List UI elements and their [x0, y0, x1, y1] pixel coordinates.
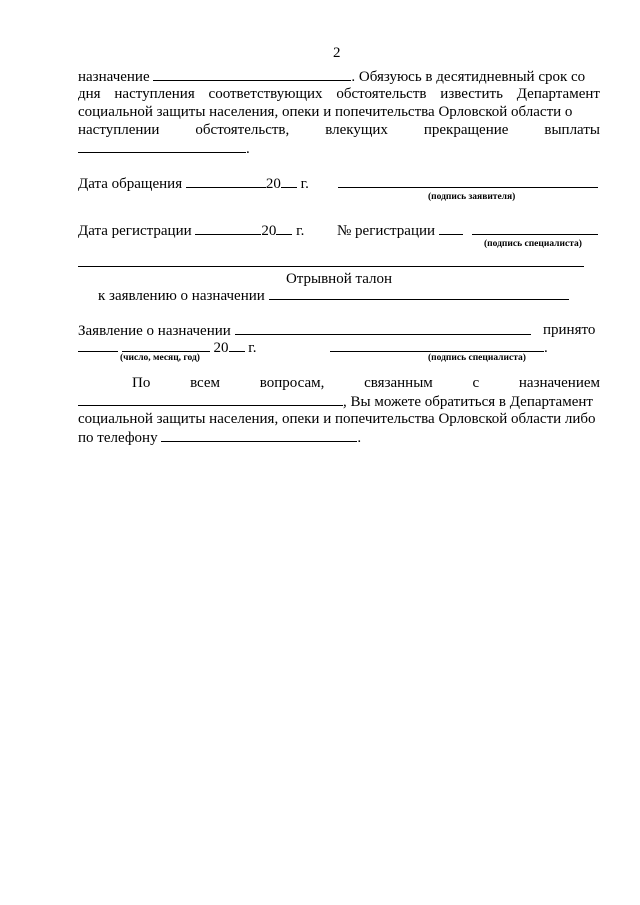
- specialist-signature-line: [472, 234, 598, 235]
- phone-label: по телефону: [78, 430, 158, 446]
- applicant-signature-line: [338, 187, 598, 188]
- registration-year: 20: [261, 223, 277, 239]
- accepted-year: 20: [213, 340, 229, 356]
- tear-off-title: Отрывной талон: [285, 271, 393, 287]
- para1-word: влекущих: [325, 122, 388, 138]
- questions-line2-rest: , Вы можете обратиться в Департамент: [343, 394, 593, 410]
- questions-word: назначением: [518, 375, 600, 391]
- questions-word: с: [472, 375, 480, 391]
- tear-off-statement-blank: [269, 286, 569, 300]
- questions-line2: [78, 392, 593, 411]
- para1-word: выплаты: [544, 122, 600, 138]
- questions-word: По: [132, 375, 151, 391]
- registration-number-blank: [439, 221, 463, 235]
- accepted-statement-label: Заявление о назначении: [78, 323, 231, 339]
- accepted-year-blank: [229, 338, 245, 352]
- questions-end-dot: .: [357, 430, 362, 446]
- accepted-signature-blank: [330, 338, 544, 352]
- para1-word: обстоятельств,: [195, 122, 290, 138]
- accepted-statement-blank: [235, 321, 531, 335]
- para1-word: дня: [78, 86, 101, 102]
- para1-line5: [78, 139, 250, 158]
- page-number: 2: [333, 45, 341, 61]
- tear-off-cut-line: [78, 266, 584, 267]
- questions-line1: [132, 374, 600, 392]
- payment-blank: [78, 139, 246, 153]
- para1-line1: [78, 67, 585, 86]
- specialist-signature-caption: (подпись специалиста): [484, 239, 582, 249]
- registration-year-suffix: г.: [296, 223, 305, 239]
- para1-line1-rest: . Обязуюсь в десятидневный срок со: [351, 69, 586, 85]
- questions-line4: [78, 428, 361, 447]
- accepted-month-blank: [122, 338, 210, 352]
- questions-word: вопросам,: [259, 375, 325, 391]
- questions-word: всем: [190, 375, 221, 391]
- appeal-date-label: Дата обращения: [78, 176, 183, 192]
- applicant-signature-caption: (подпись заявителя): [428, 192, 516, 202]
- questions-line3: социальной защиты населения, опеки и попечительства Орловской области либо: [78, 411, 596, 427]
- para1-end-dot: .: [246, 141, 250, 157]
- tear-off-statement-label: к заявлению о назначении: [98, 288, 265, 304]
- tear-off-statement-row: [98, 286, 569, 305]
- para1-word-naznachenie: назначение: [78, 69, 150, 85]
- appeal-year-suffix: г.: [300, 176, 309, 192]
- registration-year-blank: [276, 221, 292, 235]
- purpose-blank: [153, 67, 351, 81]
- para1-word: прекращение: [423, 122, 509, 138]
- accepted-signature-caption: (подпись специалиста): [428, 353, 526, 363]
- para1-line2: [78, 85, 600, 103]
- accepted-word: принято: [543, 322, 596, 338]
- para1-word: наступления: [114, 86, 195, 102]
- accepted-day-blank: [78, 338, 118, 352]
- para1-word: обстоятельств: [336, 86, 427, 102]
- registration-number-label: № регистрации: [337, 223, 436, 239]
- registration-date-row: [78, 221, 304, 240]
- para1-word: Департамент: [516, 86, 600, 102]
- appeal-year: 20: [265, 176, 281, 192]
- accepted-year-suffix: г.: [248, 340, 257, 356]
- questions-word: связанным: [364, 375, 433, 391]
- accepted-date-caption: (число, месяц, год): [120, 353, 200, 363]
- para1-line3: социальной защиты населения, опеки и попечительства Орловской области о: [78, 104, 573, 120]
- registration-date-label: Дата регистрации: [78, 223, 192, 239]
- para1-word: наступлении: [78, 122, 160, 138]
- para1-line4: [78, 121, 600, 139]
- phone-blank: [161, 428, 357, 442]
- questions-purpose-blank: [78, 392, 343, 406]
- appeal-year-blank: [281, 174, 297, 188]
- accepted-end-dot: .: [544, 340, 548, 356]
- appeal-date-row: [78, 174, 309, 193]
- registration-number-row: [337, 221, 463, 240]
- registration-date-blank: [195, 221, 261, 235]
- para1-word: известить: [440, 86, 503, 102]
- appeal-date-blank: [186, 174, 266, 188]
- para1-word: соответствующих: [208, 86, 323, 102]
